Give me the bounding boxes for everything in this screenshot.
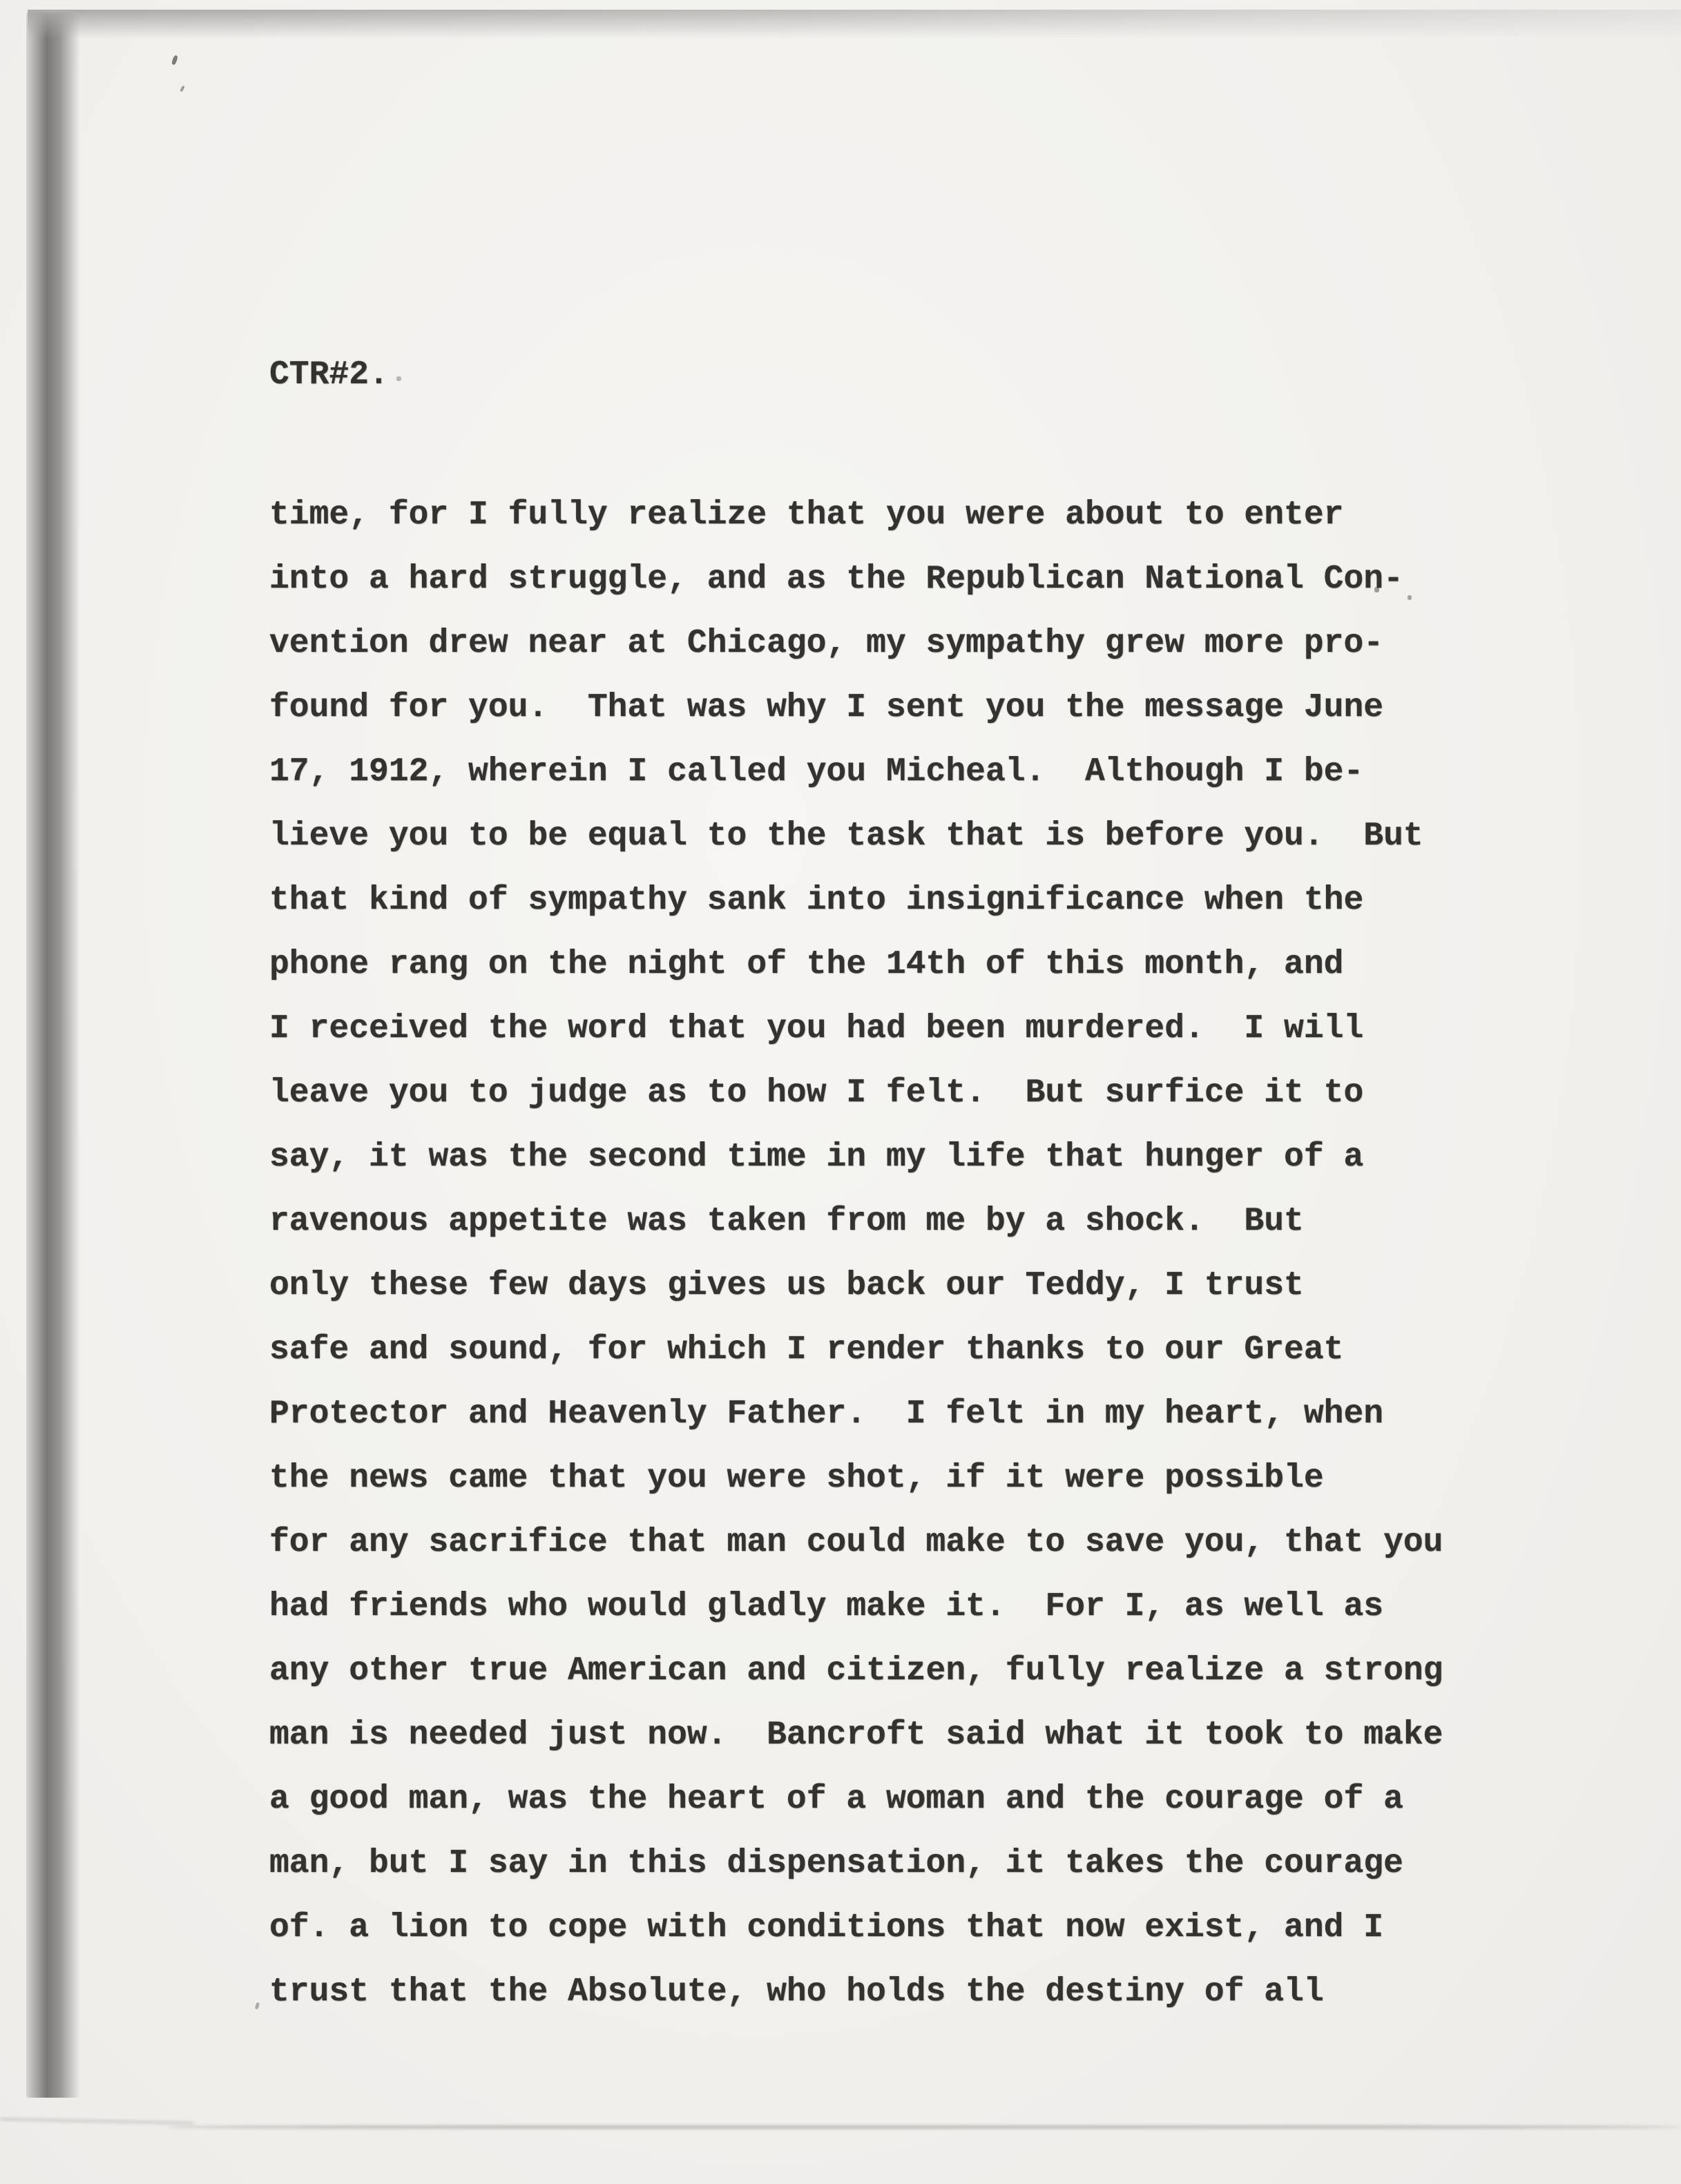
text-line: ravenous appetite was taken from me by a shock. But (269, 1203, 1304, 1240)
text-line: time, for I fully realize that you were about to enter (269, 496, 1344, 534)
text-line: phone rang on the night of the 14th of this month, and (269, 946, 1344, 983)
text-line: of. a lion to cope with conditions that now exist, and I (269, 1909, 1384, 1946)
text-line: leave you to judge as to how I felt. But surfice it to (269, 1074, 1364, 1112)
text-line: had friends who would gladly make it. For I, as well as (269, 1588, 1384, 1625)
text-line: any other true American and citizen, fully realize a strong (269, 1652, 1443, 1690)
text-line: safe and sound, for which I render thanks to our Great (269, 1331, 1344, 1369)
text-line: say, it was the second time in my life that hunger of a (269, 1139, 1364, 1176)
page-label: CTR#2. (269, 356, 389, 394)
text-line: for any sacrifice that man could make to save you, that you (269, 1524, 1443, 1561)
text-line: a good man, was the heart of a woman and the courage of a (269, 1781, 1403, 1818)
text-line: trust that the Absolute, who holds the destiny of all (269, 1973, 1324, 2011)
text-line: only these few days gives us back our Teddy, I trust (269, 1267, 1304, 1304)
paper-top-edge-shadow (28, 10, 1681, 39)
letter-body (269, 483, 1443, 2024)
text-line: that kind of sympathy sank into insignificance when the (269, 882, 1364, 919)
text-line: man, but I say in this dispensation, it takes the courage (269, 1845, 1403, 1882)
text-line: man is needed just now. Bancroft said what it took to make (269, 1717, 1443, 1754)
scan-speck (396, 376, 401, 381)
page-bottom-crease (166, 2125, 1681, 2129)
text-line: found for you. That was why I sent you the message June (269, 689, 1384, 726)
text-line: Protector and Heavenly Father. I felt in my heart, when (269, 1395, 1384, 1433)
text-line: 17, 1912, wherein I called you Micheal. Although I be- (269, 753, 1364, 791)
text-line: into a hard struggle, and as the Republican National Con- (269, 561, 1403, 598)
text-line: vention drew near at Chicago, my sympathy grew more pro- (269, 625, 1384, 662)
paper-left-edge-shadow (26, 12, 80, 2098)
text-line: the news came that you were shot, if it were possible (269, 1460, 1324, 1497)
text-line: I received the word that you had been murdered. I will (269, 1010, 1364, 1047)
text-line: lieve you to be equal to the task that is before you. But (269, 818, 1423, 855)
